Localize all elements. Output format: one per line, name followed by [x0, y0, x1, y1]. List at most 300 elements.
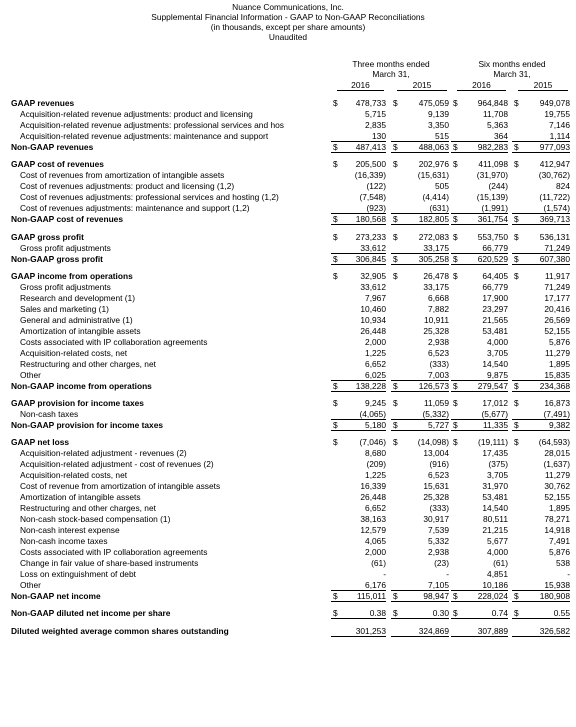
value-cell [512, 232, 570, 242]
value-cell [331, 359, 386, 369]
value-cell [451, 315, 508, 325]
cell-value: 71,249 [544, 242, 570, 253]
cell-value: 475,059 [418, 98, 449, 108]
table-row [0, 293, 576, 303]
value-cell [331, 492, 386, 502]
cell-value: 361,754 [477, 214, 508, 225]
cell-value: (5,677) [481, 409, 508, 419]
cell-value: 11,279 [545, 347, 570, 358]
currency-symbol: $ [453, 608, 458, 619]
value-cell [451, 569, 508, 579]
value-cell [331, 271, 386, 281]
cell-value: 78,271 [544, 514, 570, 525]
row-label: Gross profit adjustments [20, 242, 111, 253]
value-cell [391, 293, 449, 303]
value-cell [331, 580, 386, 590]
value-cell [331, 326, 386, 336]
currency-symbol: $ [514, 398, 519, 408]
cell-value: 7,105 [428, 579, 449, 590]
row-label: Non-GAAP cost of revenues [11, 214, 123, 225]
cell-value: 977,093 [539, 141, 570, 152]
cell-value: (19,111) [478, 437, 508, 448]
cell-value: 607,380 [539, 253, 570, 264]
value-cell [391, 232, 449, 242]
row-label: Amortization of intangible assets [20, 492, 141, 503]
cell-value: 5,876 [549, 336, 570, 347]
value-cell [451, 359, 508, 369]
cell-value: (61) [493, 557, 508, 568]
cell-value: - [567, 568, 570, 579]
currency-symbol: $ [453, 380, 458, 391]
cell-value: (23) [434, 557, 449, 568]
currency-symbol: $ [514, 419, 519, 430]
cell-value: 66,779 [482, 242, 508, 253]
value-cell [391, 525, 449, 535]
value-cell [331, 590, 386, 602]
cell-value: 8,680 [365, 448, 386, 459]
row-label: Sales and marketing (1) [20, 303, 109, 314]
table-row [0, 470, 576, 480]
value-cell [451, 304, 508, 314]
cell-value: (64,593) [538, 437, 570, 448]
underline-rule [331, 618, 386, 619]
value-cell [331, 547, 386, 557]
value-cell [331, 503, 386, 513]
value-cell [331, 569, 386, 579]
value-cell [331, 109, 386, 119]
cell-value: (14,098) [417, 437, 449, 448]
value-cell [451, 437, 508, 447]
value-cell [391, 337, 449, 347]
value-cell [331, 253, 386, 265]
value-cell [451, 459, 508, 469]
cell-value: (7,548) [359, 192, 386, 203]
value-cell [331, 141, 386, 153]
cell-value: 0.74 [491, 608, 508, 619]
cell-value: 412,947 [539, 159, 570, 170]
currency-symbol: $ [453, 271, 458, 281]
row-label: Acquisition-related revenue adjustments: maintenance and support [20, 130, 269, 141]
cell-value: 10,934 [360, 314, 386, 325]
cell-value: 16,339 [360, 481, 386, 492]
six-months-heading-line1: Six months ended [478, 59, 546, 69]
currency-symbol: $ [453, 437, 458, 448]
table-row [0, 214, 576, 224]
cell-value: 824 [556, 181, 570, 192]
table-row [0, 109, 576, 119]
cell-value: 536,131 [539, 231, 570, 242]
value-cell [391, 626, 449, 636]
cell-value: 53,481 [482, 325, 508, 336]
audit-status: Unaudited [268, 32, 308, 42]
currency-symbol: $ [514, 380, 519, 391]
value-cell [512, 271, 570, 281]
table-row [0, 492, 576, 502]
value-cell [512, 315, 570, 325]
cell-value: 411,098 [478, 159, 508, 170]
three-months-heading-line2: March 31, [372, 69, 410, 79]
table-row [0, 131, 576, 141]
cell-value: (333) [429, 358, 449, 369]
table-row [0, 409, 576, 419]
row-label: GAAP income from operations [11, 271, 133, 281]
currency-symbol: $ [453, 419, 458, 430]
row-label: GAAP gross profit [11, 231, 84, 242]
cell-value: 949,078 [539, 98, 570, 108]
cell-value: 10,911 [424, 314, 449, 325]
row-label: Cost of revenues adjustments: professional services and hosting (1,2) [20, 192, 279, 203]
currency-symbol: $ [393, 608, 398, 619]
value-cell [512, 470, 570, 480]
table-row [0, 98, 576, 108]
value-cell [331, 380, 386, 392]
value-cell [331, 608, 386, 618]
underline-rule [451, 618, 508, 619]
cell-value: 130 [372, 130, 386, 141]
cell-value: 982,283 [477, 141, 508, 152]
cell-value: 180,908 [539, 590, 570, 601]
cell-value: 478,733 [355, 98, 386, 108]
units-note: (in thousands, except per share amounts) [210, 22, 366, 32]
currency-symbol: $ [393, 253, 398, 264]
value-cell [391, 359, 449, 369]
value-cell [391, 159, 449, 169]
value-cell [451, 282, 508, 292]
value-cell [451, 232, 508, 242]
table-row [0, 547, 576, 557]
table-row [0, 170, 576, 180]
value-cell [331, 626, 386, 636]
value-cell [512, 131, 570, 141]
cell-value: 71,249 [544, 282, 570, 292]
table-row [0, 271, 576, 281]
currency-symbol: $ [333, 98, 338, 108]
year-heading: 2015 [397, 80, 447, 91]
cell-value: 307,889 [477, 625, 508, 636]
currency-symbol: $ [393, 380, 398, 391]
value-cell [391, 253, 449, 265]
value-cell [451, 590, 508, 602]
currency-symbol: $ [393, 159, 398, 170]
cell-value: 9,245 [365, 398, 386, 408]
cell-value: 11,279 [545, 470, 570, 481]
cell-value: 364 [494, 130, 508, 141]
value-cell [512, 626, 570, 636]
value-cell [451, 243, 508, 253]
cell-value: 11,059 [424, 398, 449, 408]
three-months-heading [330, 59, 452, 79]
cell-value: 553,750 [477, 231, 508, 242]
cell-value: 19,755 [544, 109, 570, 119]
row-label: Non-GAAP gross profit [11, 253, 103, 264]
cell-value: (15,139) [476, 192, 508, 203]
cell-value: 17,900 [482, 292, 508, 303]
cell-value: 33,612 [360, 242, 386, 253]
cell-value: 234,368 [539, 380, 570, 391]
cell-value: 306,845 [355, 253, 386, 264]
currency-symbol: $ [333, 159, 338, 170]
cell-value: 2,835 [365, 119, 386, 130]
value-cell [512, 398, 570, 408]
table-row [0, 337, 576, 347]
currency-symbol: $ [453, 98, 458, 108]
value-cell [512, 380, 570, 392]
currency-symbol: $ [453, 398, 458, 408]
value-cell [512, 448, 570, 458]
value-cell [391, 271, 449, 281]
value-cell [331, 131, 386, 141]
row-label: Non-GAAP provision for income taxes [11, 419, 164, 430]
currency-symbol: $ [393, 271, 398, 281]
value-cell [512, 159, 570, 169]
row-label: Cost of revenue from amortization of intangible assets [20, 481, 221, 492]
value-cell [331, 448, 386, 458]
cell-value: 6,176 [365, 579, 386, 590]
value-cell [451, 608, 508, 618]
value-cell [391, 503, 449, 513]
row-label: Other [20, 579, 41, 590]
cell-value: 13,004 [423, 448, 449, 459]
table-row [0, 203, 576, 213]
value-cell [451, 558, 508, 568]
cell-value: 33,175 [423, 282, 449, 292]
value-cell [451, 181, 508, 191]
cell-value: 14,918 [544, 525, 570, 535]
value-cell [391, 419, 449, 431]
cell-value: 9,139 [428, 109, 449, 119]
row-label: GAAP cost of revenues [11, 159, 104, 170]
cell-value: 53,481 [482, 492, 508, 503]
cell-value: 28,015 [544, 448, 570, 459]
cell-value: 98,947 [423, 590, 449, 601]
currency-symbol: $ [333, 608, 338, 619]
value-cell [512, 536, 570, 546]
currency-symbol: $ [514, 159, 519, 170]
cell-value: 80,511 [483, 514, 508, 525]
value-cell [512, 503, 570, 513]
cell-value: 126,573 [418, 380, 449, 391]
row-label: Gross profit adjustments [20, 282, 111, 292]
row-label: Non-GAAP net income [11, 590, 101, 601]
value-cell [512, 481, 570, 491]
value-cell [512, 547, 570, 557]
cell-value: 0.38 [369, 608, 386, 619]
value-cell [512, 525, 570, 535]
cell-value: 33,175 [423, 242, 449, 253]
value-cell [331, 159, 386, 169]
six-months-heading [451, 59, 573, 79]
cell-value: 620,529 [477, 253, 508, 264]
value-cell [451, 536, 508, 546]
table-row [0, 536, 576, 546]
currency-symbol: $ [514, 141, 519, 152]
cell-value: 0.55 [553, 608, 570, 619]
row-label: Non-GAAP diluted net income per share [11, 608, 171, 619]
cell-value: 2,000 [365, 546, 386, 557]
value-cell [451, 348, 508, 358]
value-cell [331, 293, 386, 303]
row-label: Research and development (1) [20, 292, 135, 303]
currency-symbol: $ [333, 253, 338, 264]
underline-rule [512, 636, 570, 637]
three-months-heading-line1: Three months ended [352, 59, 430, 69]
cell-value: 505 [435, 181, 449, 192]
value-cell [451, 481, 508, 491]
row-label: Non-cash interest expense [20, 525, 120, 535]
cell-value: 10,186 [482, 579, 508, 590]
value-cell [512, 370, 570, 380]
row-label: Other [20, 369, 41, 380]
cell-value: (1,991) [481, 203, 508, 214]
value-cell [512, 181, 570, 191]
currency-symbol: $ [453, 253, 458, 264]
value-cell [512, 459, 570, 469]
cell-value: 6,652 [365, 503, 386, 514]
cell-value: (1,574) [543, 203, 570, 214]
year-heading: 2016 [337, 80, 384, 91]
currency-symbol: $ [514, 253, 519, 264]
cell-value: 7,967 [365, 292, 386, 303]
cell-value: 52,155 [544, 325, 570, 336]
value-cell [512, 337, 570, 347]
value-cell [331, 348, 386, 358]
value-cell [331, 98, 386, 108]
value-cell [331, 525, 386, 535]
value-cell [331, 470, 386, 480]
currency-symbol: $ [514, 271, 519, 281]
value-cell [391, 514, 449, 524]
value-cell [331, 120, 386, 130]
value-cell [391, 437, 449, 447]
value-cell [391, 370, 449, 380]
row-label: Acquisition-related adjustment - revenues (2) [20, 448, 187, 459]
cell-value: 11,335 [483, 419, 508, 430]
cell-value: 10,460 [360, 303, 386, 314]
cell-value: 7,146 [549, 119, 570, 130]
value-cell [331, 203, 386, 213]
table-row [0, 232, 576, 242]
cell-value: 9,382 [549, 419, 570, 430]
row-label: Restructuring and other charges, net [20, 358, 156, 369]
cell-value: (1,637) [543, 459, 570, 470]
table-row [0, 503, 576, 513]
value-cell [391, 120, 449, 130]
row-label: Costs associated with IP collaboration agreements [20, 336, 208, 347]
cell-value: 1,895 [549, 358, 570, 369]
cell-value: 6,652 [365, 358, 386, 369]
value-cell [391, 470, 449, 480]
cell-value: 1,895 [549, 503, 570, 514]
value-cell [451, 492, 508, 502]
value-cell [391, 398, 449, 408]
cell-value: 272,083 [418, 231, 449, 242]
statement-header [0, 2, 576, 42]
table-row [0, 580, 576, 590]
value-cell [391, 459, 449, 469]
cell-value: 228,024 [477, 590, 508, 601]
value-cell [512, 437, 570, 447]
table-row [0, 159, 576, 169]
value-cell [451, 213, 508, 225]
row-label: Non-cash income taxes [20, 536, 108, 546]
row-label: Non-GAAP revenues [11, 141, 94, 152]
cell-value: (31,970) [476, 170, 508, 181]
table-row [0, 304, 576, 314]
value-cell [512, 203, 570, 213]
value-cell [451, 419, 508, 431]
cell-value: 324,869 [418, 625, 449, 636]
value-cell [451, 409, 508, 419]
table-row [0, 370, 576, 380]
value-cell [331, 481, 386, 491]
table-row [0, 459, 576, 469]
value-cell [451, 525, 508, 535]
value-cell [331, 398, 386, 408]
cell-value: 26,448 [360, 492, 386, 503]
value-cell [391, 580, 449, 590]
year-heading: 2015 [518, 80, 568, 91]
value-cell [451, 337, 508, 347]
value-cell [451, 271, 508, 281]
value-cell [331, 213, 386, 225]
currency-symbol: $ [393, 419, 398, 430]
cell-value: (4,414) [422, 192, 449, 203]
currency-symbol: $ [333, 141, 338, 152]
statement-title: Supplemental Financial Information - GAAP to Non-GAAP Reconciliations [151, 12, 425, 22]
currency-symbol: $ [333, 437, 338, 448]
cell-value: (61) [371, 557, 386, 568]
underline-rule [391, 636, 449, 637]
value-cell [331, 409, 386, 419]
value-cell [451, 98, 508, 108]
cell-value: 487,413 [355, 141, 386, 152]
value-cell [451, 626, 508, 636]
row-label: Costs associated with IP collaboration agreements [20, 546, 208, 557]
table-row [0, 326, 576, 336]
value-cell [512, 282, 570, 292]
value-cell [512, 514, 570, 524]
row-label: GAAP net loss [11, 437, 70, 448]
row-label: Loss on extinguishment of debt [20, 568, 136, 579]
cell-value: 23,297 [482, 303, 508, 314]
table-row [0, 120, 576, 130]
cell-value: 4,000 [487, 546, 508, 557]
row-label: Amortization of intangible assets [20, 325, 141, 336]
row-label: Non-GAAP income from operations [11, 380, 152, 391]
value-cell [331, 304, 386, 314]
value-cell [331, 419, 386, 431]
currency-symbol: $ [393, 231, 398, 242]
cell-value: 964,848 [477, 98, 508, 108]
value-cell [512, 326, 570, 336]
underline-rule [512, 618, 570, 619]
value-cell [512, 98, 570, 108]
value-cell [391, 304, 449, 314]
row-label: Cost of revenues adjustments: maintenance and support (1,2) [20, 203, 250, 214]
value-cell [512, 590, 570, 602]
value-cell [391, 243, 449, 253]
table-row [0, 254, 576, 264]
cell-value: 5,180 [365, 419, 386, 430]
table-row [0, 282, 576, 292]
cell-value: 16,873 [544, 398, 570, 408]
cell-value: 1,114 [549, 130, 570, 141]
row-label: Restructuring and other charges, net [20, 503, 156, 514]
value-cell [391, 481, 449, 491]
row-label: Acquisition-related costs, net [20, 347, 128, 358]
value-cell [451, 293, 508, 303]
currency-symbol: $ [453, 590, 458, 601]
